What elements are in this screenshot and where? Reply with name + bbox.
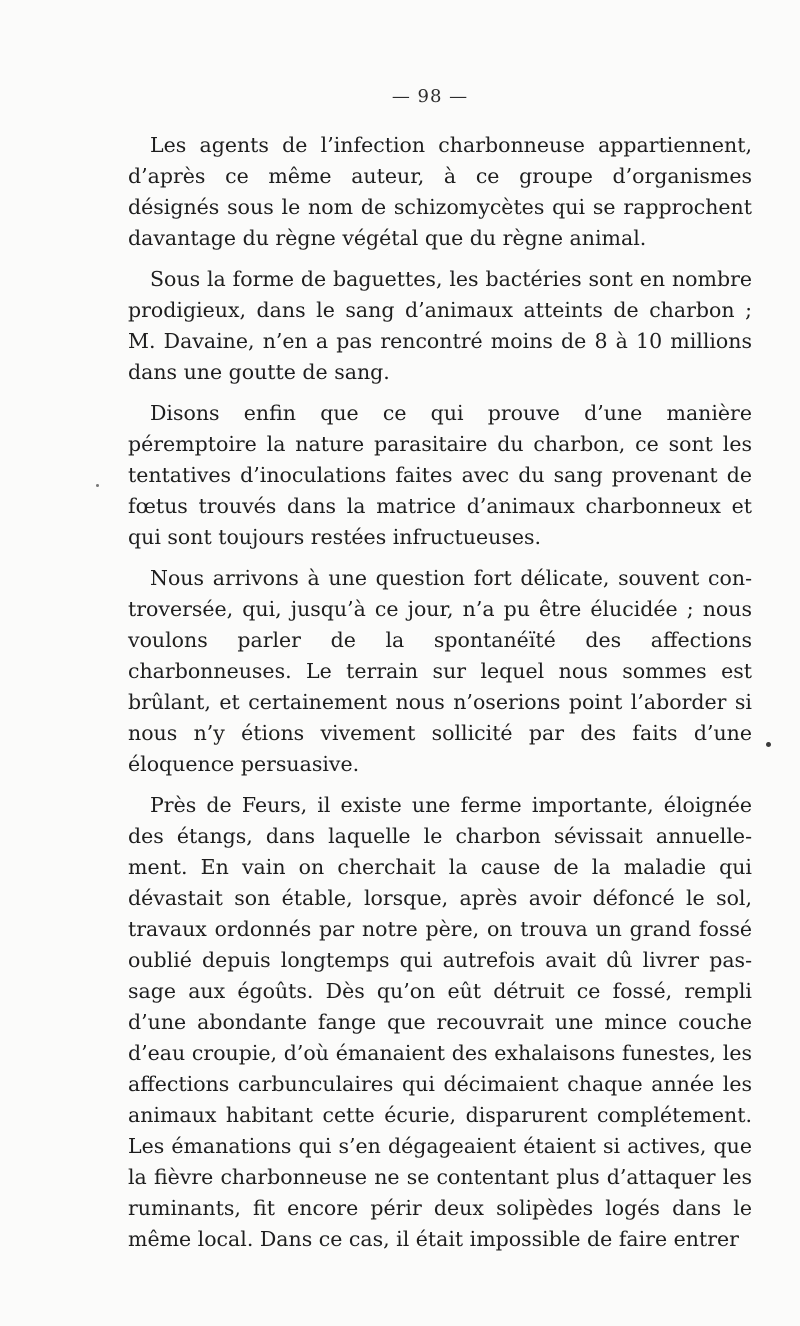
paragraph: Disons enfin que ce qui prouve d’une manière péremptoire la nature parasitaire du charbon, ce sont les tentatives d’inoculations faites avec du sang provenant de fœtus trouvés dans la matrice d’animaux charbonneux et qui sont toujours restées infructueuses. xyxy=(128,401,752,549)
body-text xyxy=(128,130,752,1265)
paragraph: Les agents de l’infection charbonneuse appartiennent, d’après ce même auteur, à ce groupe d’organismes désignés sous le nom de schizomycètes qui se rapprochent davantage du règne végétal que du règne animal. xyxy=(128,133,752,250)
page-number: — 98 — xyxy=(391,86,469,107)
ink-speck xyxy=(766,742,771,747)
ink-speck xyxy=(96,484,99,487)
paragraph: Près de Feurs, il existe une ferme importante, éloignée des étangs, dans laquelle le charbon sévissait annuellement. En vain on cherchait la cause de la maladie qui dévastait son étable, lorsque, après avoir défoncé le sol, travaux ordonnés par notre père, on trouva un grand fossé oublié depuis longtemps qui autrefois avait dû livrer passage aux égoûts. Dès qu’on eût détruit ce fossé, rempli d’une abondante fange que recouvrait une mince couche d’eau croupie, d’où émanaient des exhalaisons funestes, les affections carbunculaires qui décimaient chaque année les animaux habitant cette écurie, disparurent complétement. Les émanations qui s’en dégageaient étaient si actives, que la fièvre charbonneuse ne se contentant plus d’attaquer les ruminants, fit encore périr deux solipèdes logés dans le même local. Dans ce cas, il était impossible de faire entrer xyxy=(128,793,752,1251)
paragraph: Nous arrivons à une question fort délicate, souvent controversée, qui, jusqu’à ce jour, n’a pu être élucidée ; nous voulons parler de la spontanéïté des affections charbonneuses. Le terrain sur lequel nous sommes est brûlant, et certainement nous n’oserions point l’aborder si nous n’y étions vivement sollicité par des faits d’une éloquence persuasive. xyxy=(128,566,752,776)
paragraph: Sous la forme de baguettes, les bactéries sont en nombre prodigieux, dans le sang d’animaux atteints de charbon ; M. Davaine, n’en a pas rencontré moins de 8 à 10 millions dans une goutte de sang. xyxy=(128,267,752,384)
